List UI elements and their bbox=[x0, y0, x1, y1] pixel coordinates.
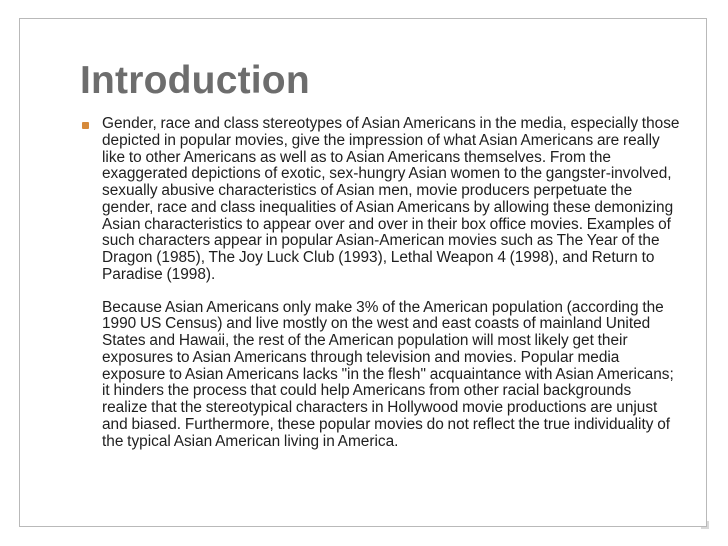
paragraph-1: Gender, race and class stereotypes of Asian Americans in the media, especially those depicted in popular movies, give the impression of what Asian Americans are really like to other Americans as well as to Asian Americans themselves. From the exaggerated depictions of exotic, sex-hungry Asian women to the gangster-involved, sexually abusive characteristics of Asian men, movie producers perpetuate the gender, race and class inequalities of Asian Americans by allowing these demonizing Asian characteristics to appear over and over in their box office movies. Examples of such characters appear in popular Asian-American movies such as The Year of the Dragon (1985), The Joy Luck Club (1993), Lethal Weapon 4 (1998), and Return to Paradise (1998). bbox=[102, 115, 680, 283]
slide-body bbox=[80, 116, 680, 450]
frame-corner-decoration bbox=[701, 521, 709, 529]
paragraph-2: Because Asian Americans only make 3% of the American population (according the 1990 US Census) and live mostly on the west and east coasts of mainland United States and Hawaii, the rest of the American population will most likely get their exposures to Asian Americans through television and movies. Popular media exposure to Asian Americans lacks "in the flesh" acquaintance with Asian Americans; it hinders the process that could help Americans from other racial backgrounds realize that the stereotypical characters in Hollywood movie productions are unjust and biased. Furthermore, these popular movies do not reflect the true individuality of the typical Asian American living in America. bbox=[102, 298, 674, 450]
bullet-item bbox=[80, 116, 680, 450]
slide-title: Introduction bbox=[80, 59, 310, 102]
square-bullet-icon bbox=[82, 122, 89, 129]
